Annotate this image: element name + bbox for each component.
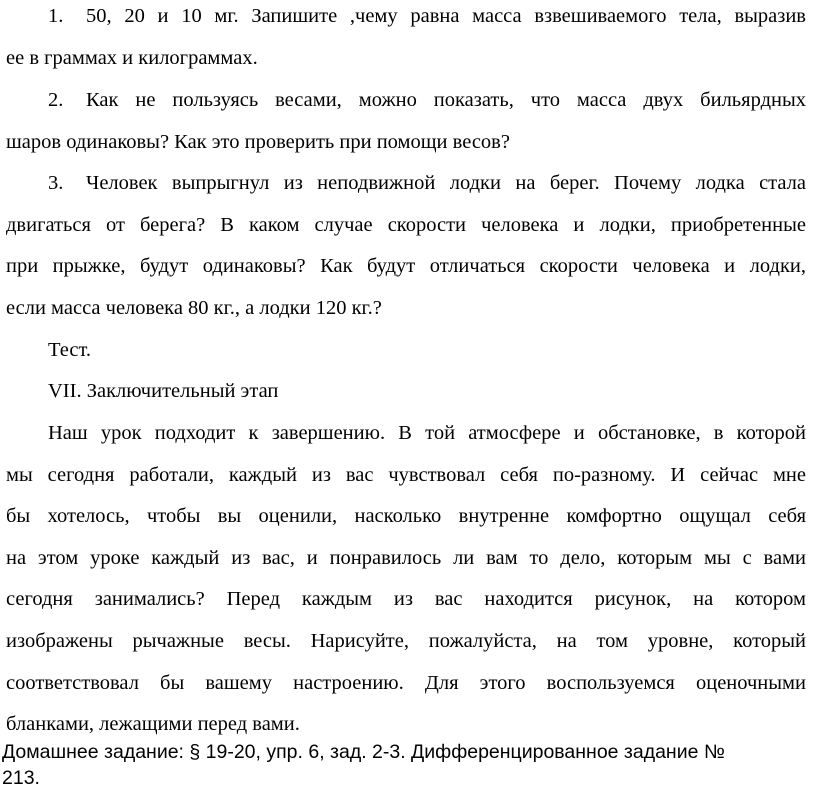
item-2-text-line-1: Как не пользуясь весами, можно показать, что масса двух бильярдных bbox=[86, 89, 806, 111]
item-2-text-line-2: шаров одинаковы? Как это проверить при помощи весов? bbox=[6, 131, 510, 153]
closing-paragraph-line-3: бы хотелось, чтобы вы оценили, насколько внутренне комфортно ощущал себя bbox=[6, 505, 806, 527]
item-3-text-line-2: двигаться от берега? В каком случае скорости человека и лодки, приобретенные bbox=[6, 214, 806, 236]
item-1-text-line-2: ее в граммах и килограммах. bbox=[6, 47, 258, 69]
closing-paragraph-line-6: изображены рычажные весы. Нарисуйте, пожалуйста, на том уровне, который bbox=[6, 630, 806, 652]
item-2-line-2 bbox=[6, 128, 806, 156]
item-1-line-2 bbox=[6, 44, 806, 72]
item-1-number: 1. bbox=[48, 5, 64, 27]
closing-paragraph-line-1: Наш урок подходит к завершению. В той атмосфере и обстановке, в которой bbox=[48, 422, 806, 444]
item-3-line-2 bbox=[6, 211, 806, 239]
closing-paragraph-line-7: соответствовал бы вашему настроению. Для этого воспользуемся оценочными bbox=[6, 672, 806, 694]
item-3-line-3 bbox=[6, 252, 806, 280]
homework-line-2: 213. bbox=[2, 767, 40, 789]
closing-paragraph-line-2: мы сегодня работали, каждый из вас чувствовал себя по-разному. И сейчас мне bbox=[6, 464, 806, 486]
closing-paragraph-line-8: бланками, лежащими перед вами. bbox=[6, 713, 300, 735]
closing-paragraph-line-4: на этом уроке каждый из вас, и понравилось ли вам то дело, которым мы с вами bbox=[6, 547, 806, 569]
item-3-line-4 bbox=[6, 294, 806, 322]
homework-line-1: Домашнее задание: § 19-20, упр. 6, зад. 2-3. Дифференцированное задание № bbox=[2, 741, 725, 763]
item-3-text-line-4: если масса человека 80 кг., а лодки 120 кг.? bbox=[6, 297, 382, 319]
item-3-text-line-1: Человек выпрыгнул из неподвижной лодки на берег. Почему лодка стала bbox=[86, 172, 806, 194]
section-heading: VII. Заключительный этап bbox=[48, 380, 279, 402]
item-3-text-line-3: при прыжке, будут одинаковы? Как будут отличаться скорости человека и лодки, bbox=[6, 255, 806, 277]
test-label: Тест. bbox=[48, 339, 91, 361]
item-2-number: 2. bbox=[48, 89, 64, 111]
item-2-line-1 bbox=[48, 86, 806, 114]
item-1-line-1 bbox=[48, 2, 806, 30]
closing-paragraph-line-5: сегодня занимались? Перед каждым из вас находится рисунок, на котором bbox=[6, 588, 806, 610]
item-3-line-1 bbox=[48, 169, 806, 197]
item-1-text-line-1: 50, 20 и 10 мг. Запишите ,чему равна масса взвешиваемого тела, выразив bbox=[86, 5, 806, 27]
item-3-number: 3. bbox=[48, 172, 64, 194]
